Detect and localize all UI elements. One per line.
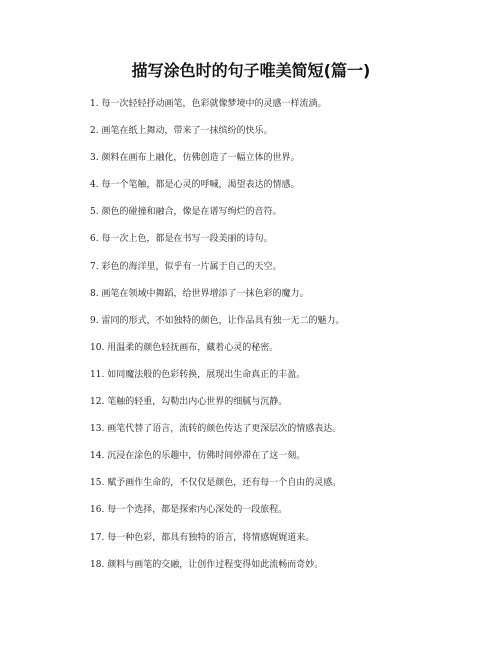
sentence-number: 6. (90, 234, 99, 245)
sentence-text: 彩色的海洋里，似乎有一片属于自己的天空。 (101, 261, 282, 272)
sentence-item (90, 342, 490, 355)
sentence-item (90, 450, 490, 463)
sentence-item (90, 559, 490, 572)
sentence-item (90, 206, 490, 219)
sentence-text: 赋予画作生命的，不仅仅是颜色，还有每一个自由的灵感。 (107, 478, 342, 489)
sentence-text: 每一个笔触，都是心灵的呼喊，渴望表达的情感。 (101, 180, 300, 191)
sentence-item (90, 369, 490, 382)
sentence-text: 颜料与画笔的交融，让创作过程变得如此流畅而奇妙。 (107, 559, 324, 570)
sentence-text: 画笔在领域中舞蹈，给世界增添了一抹色彩的魔力。 (101, 288, 309, 299)
sentence-number: 17. (90, 532, 105, 543)
sentence-list (90, 98, 490, 586)
sentence-item (90, 315, 490, 328)
sentence-text: 颜料在画布上融化，仿佛创造了一幅立体的世界。 (101, 153, 300, 164)
sentence-text: 每一次轻轻抒动画笔，色彩就像梦境中的灵感一样流淌。 (101, 99, 327, 109)
sentence-item (90, 423, 490, 436)
sentence-item (90, 233, 490, 246)
sentence-text: 笔触的轻重，勾勒出内心世界的细腻与沉静。 (107, 397, 288, 408)
sentence-number: 4. (90, 180, 99, 191)
sentence-text: 画笔在纸上舞动，带来了一抹缤纷的快乐。 (101, 126, 273, 137)
sentence-text: 每一个选择，都是探索内心深处的一段旅程。 (107, 505, 288, 516)
sentence-number: 11. (90, 369, 105, 380)
sentence-number: 15. (90, 478, 105, 489)
sentence-number: 16. (90, 505, 105, 516)
document-title: 描写涂色时的句子唯美简短(篇一) (131, 61, 371, 80)
sentence-item (90, 125, 490, 138)
sentence-text: 每一种色彩，都具有独特的语言，将情感娓娓道来。 (107, 532, 315, 543)
sentence-text: 每一次上色，都是在书写一段美丽的诗句。 (101, 234, 273, 245)
sentence-text: 沉浸在涂色的乐趣中，仿佛时间停滞在了这一刻。 (107, 451, 306, 462)
sentence-number: 5. (90, 207, 99, 218)
sentence-item (90, 477, 490, 490)
sentence-number: 2. (90, 126, 99, 137)
sentence-text: 画笔代替了语言，流转的颜色传达了更深层次的情感表达。 (107, 424, 342, 435)
sentence-item (90, 504, 490, 517)
sentence-number: 12. (90, 397, 105, 408)
sentence-item (90, 261, 490, 274)
sentence-text: 颜色的碰撞和融合，像是在谱写绚烂的音符。 (101, 207, 282, 218)
sentence-number: 8. (90, 288, 99, 299)
sentence-number: 3. (90, 153, 99, 164)
sentence-item (90, 288, 490, 301)
sentence-item (90, 396, 490, 409)
sentence-number: 18. (90, 559, 105, 570)
sentence-text: 用温柔的颜色轻抚画布，藏着心灵的秘密。 (107, 342, 279, 353)
sentence-item (90, 179, 490, 192)
sentence-number: 14. (90, 451, 105, 462)
sentence-item (90, 98, 490, 111)
sentence-text: 如同魔法般的色彩转换，展现出生命真正的丰盈。 (107, 369, 306, 380)
sentence-number: 13. (90, 424, 105, 435)
sentence-number: 9. (90, 315, 99, 326)
sentence-number: 10. (90, 342, 105, 353)
sentence-item (90, 152, 490, 165)
sentence-number: 7. (90, 261, 99, 272)
sentence-number: 1. (90, 99, 99, 109)
sentence-item (90, 532, 490, 545)
sentence-text: 雷同的形式，不如独特的颜色，让作品具有独一无二的魅力。 (101, 315, 345, 326)
